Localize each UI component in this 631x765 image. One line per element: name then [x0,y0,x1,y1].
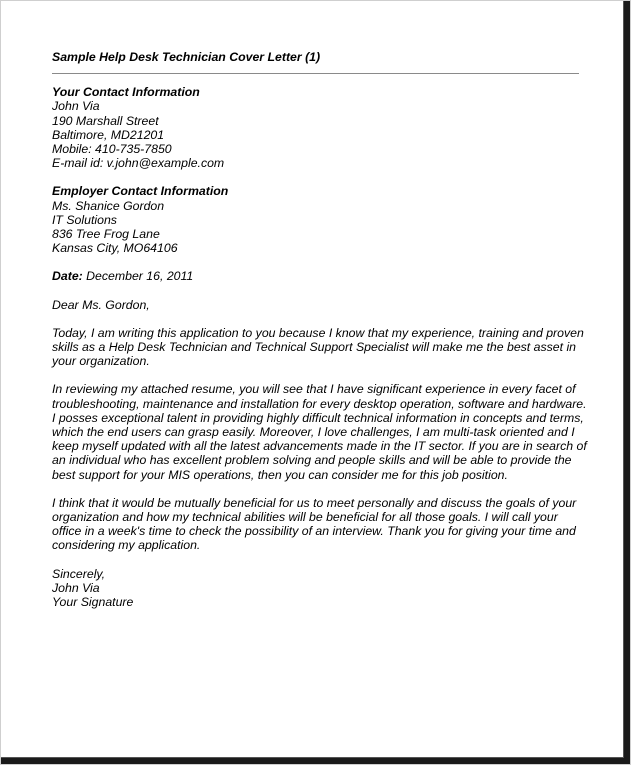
valediction: Sincerely, [52,566,106,581]
letter-body [52,50,592,609]
paragraph-line: office in a week's time to check the possibility of an interview. Thank you for giving your time and [52,524,576,539]
paragraph-3 [52,496,592,553]
paragraph-line: an individual who has excellent problem solving and people skills and will be able to provide the [52,453,572,468]
paragraph-line: I think that it would be mutually beneficial for us to meet personally and discuss the goals of your [52,495,577,510]
employer-contact-block [52,184,592,255]
paragraph-line: I posses exceptional talent in providing highly difficult technical information in concepts and terms, [52,410,584,425]
date-value: December 16, 2011 [86,269,194,284]
paragraph-line: skills as a Help Desk Technician and Technical Support Specialist will make me the best asset in [52,340,577,355]
signature-line: Your Signature [52,595,134,610]
date-label: Date: [52,269,83,284]
date-line [52,269,592,283]
sender-contact-block [52,85,592,170]
employer-city: Kansas City, MO64106 [52,241,178,256]
employer-company: IT Solutions [52,212,117,227]
paragraph-line: organization and how my technical abilities will be beneficial for all those goals. I will call your [52,510,558,525]
paragraph-line: keep myself updated with all the latest advancements made in the IT sector. If you are in search of [52,439,587,454]
paragraph-line: considering my application. [52,538,201,553]
closing-name: John Via [52,580,100,595]
paragraph-line: which the end users can grasp easily. Moreover, I love challenges, I am multi-task oriented and I [52,425,575,440]
paragraph-2 [52,382,592,481]
sender-name: John Via [52,99,100,114]
salutation-text: Dear Ms. Gordon, [52,297,150,312]
salutation [52,298,592,312]
sender-mobile: Mobile: 410-735-7850 [52,142,172,157]
paragraph-line: In reviewing my attached resume, you will see that I have significant experience in every facet of [52,382,576,397]
paragraph-line: your organization. [52,354,150,369]
paragraph-1 [52,326,592,369]
employer-street: 836 Tree Frog Lane [52,227,160,242]
sender-email: E-mail id: v.john@example.com [52,156,225,171]
paragraph-line: Today, I am writing this application to you because I know that my experience, training and proven [52,325,584,340]
employer-heading: Employer Contact Information [52,184,229,199]
employer-name: Ms. Shanice Gordon [52,198,165,213]
sender-street: 190 Marshall Street [52,113,159,128]
document-title: Sample Help Desk Technician Cover Letter (1) [52,50,321,64]
paragraph-line: best support for your MIS operations, then you can consider me for this job position. [52,467,508,482]
sender-heading: Your Contact Information [52,85,200,100]
paragraph-line: troubleshooting, maintenance and installation for every desktop operation, software and hardware. [52,396,587,411]
sender-city: Baltimore, MD21201 [52,127,165,142]
closing-block [52,567,592,610]
